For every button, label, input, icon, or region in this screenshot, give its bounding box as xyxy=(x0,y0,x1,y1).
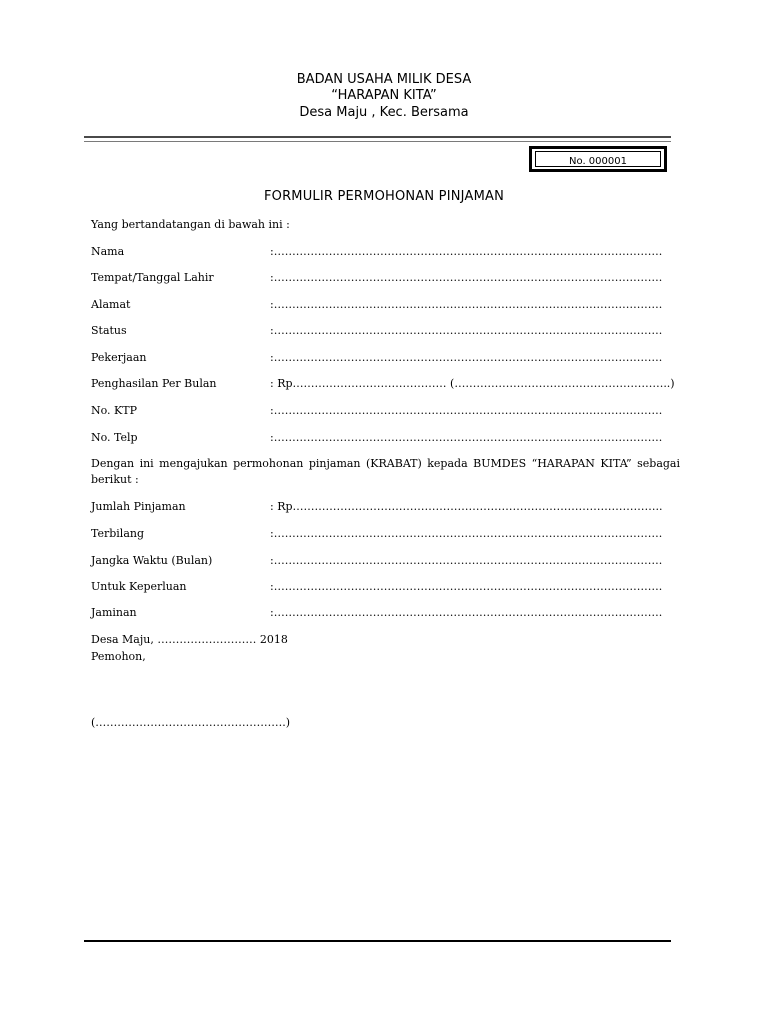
org-address: Desa Maju , Kec. Bersama xyxy=(299,105,469,120)
field-value-jangka-waktu: :……………………………………………………………………………………………. xyxy=(270,554,663,567)
field-value-terbilang: :……………………………………………………………………………………………. xyxy=(270,527,663,540)
org-name: BADAN USAHA MILIK DESA xyxy=(296,72,472,87)
form-title: FORMULIR PERMOHONAN PINJAMAN xyxy=(263,189,505,204)
applicant-label: Pemohon, xyxy=(91,650,146,663)
place-date: Desa Maju, ……………………… 2018 xyxy=(91,633,288,646)
field-value-nama: :……………………………………………………………………………………………. xyxy=(270,245,663,258)
field-value-penghasilan: : Rp…………………………………… (…………………………………………………..) xyxy=(270,377,675,390)
field-value-no-ktp: :……………………………………………………………………………………………. xyxy=(270,404,663,417)
org-motto: “HARAPAN KITA” xyxy=(331,88,437,103)
field-value-pekerjaan: :……………………………………………………………………………………………. xyxy=(270,351,663,364)
field-value-tempat-tanggal-lahir: :……………………………………………………………………………………………. xyxy=(270,271,663,284)
field-label-nama: Nama xyxy=(91,245,125,258)
field-value-status: :……………………………………………………………………………………………. xyxy=(270,324,663,337)
form-number: No. 000001 xyxy=(569,156,627,167)
field-label-jumlah-pinjaman: Jumlah Pinjaman xyxy=(91,500,186,513)
field-value-jumlah-pinjaman: : Rp……………………………………………………………………………………….. xyxy=(270,500,663,513)
field-value-no-telp: :……………………………………………………………………………………………. xyxy=(270,431,663,444)
statement-paragraph: Dengan ini mengajukan permohonan pinjaman (KRABAT) kepada BUMDES “HARAPAN KITA” sebagai berikut : xyxy=(91,457,680,486)
field-label-penghasilan: Penghasilan Per Bulan xyxy=(91,377,217,390)
footer-divider xyxy=(84,940,671,942)
field-label-status: Status xyxy=(91,324,127,337)
field-label-jangka-waktu: Jangka Waktu (Bulan) xyxy=(91,554,213,567)
form-number-box-inner xyxy=(535,151,661,167)
field-label-untuk-keperluan: Untuk Keperluan xyxy=(91,580,187,593)
header-divider-thick xyxy=(84,136,671,138)
header-divider-thin xyxy=(84,141,671,142)
field-label-tempat-tanggal-lahir: Tempat/Tanggal Lahir xyxy=(91,271,214,284)
signature-line: (…………………………………………….) xyxy=(91,716,291,729)
form-number-box xyxy=(529,146,667,172)
field-label-no-ktp: No. KTP xyxy=(91,404,138,417)
field-value-jaminan: :……………………………………………………………………………………………. xyxy=(270,606,663,619)
intro-text: Yang bertandatangan di bawah ini : xyxy=(91,218,290,231)
field-value-untuk-keperluan: :……………………………………………………………………………………………. xyxy=(270,580,663,593)
field-value-alamat: :……………………………………………………………………………………………. xyxy=(270,298,663,311)
field-label-pekerjaan: Pekerjaan xyxy=(91,351,147,364)
field-label-terbilang: Terbilang xyxy=(91,527,145,540)
field-label-jaminan: Jaminan xyxy=(91,606,137,619)
field-label-no-telp: No. Telp xyxy=(91,431,138,444)
field-label-alamat: Alamat xyxy=(91,298,131,311)
